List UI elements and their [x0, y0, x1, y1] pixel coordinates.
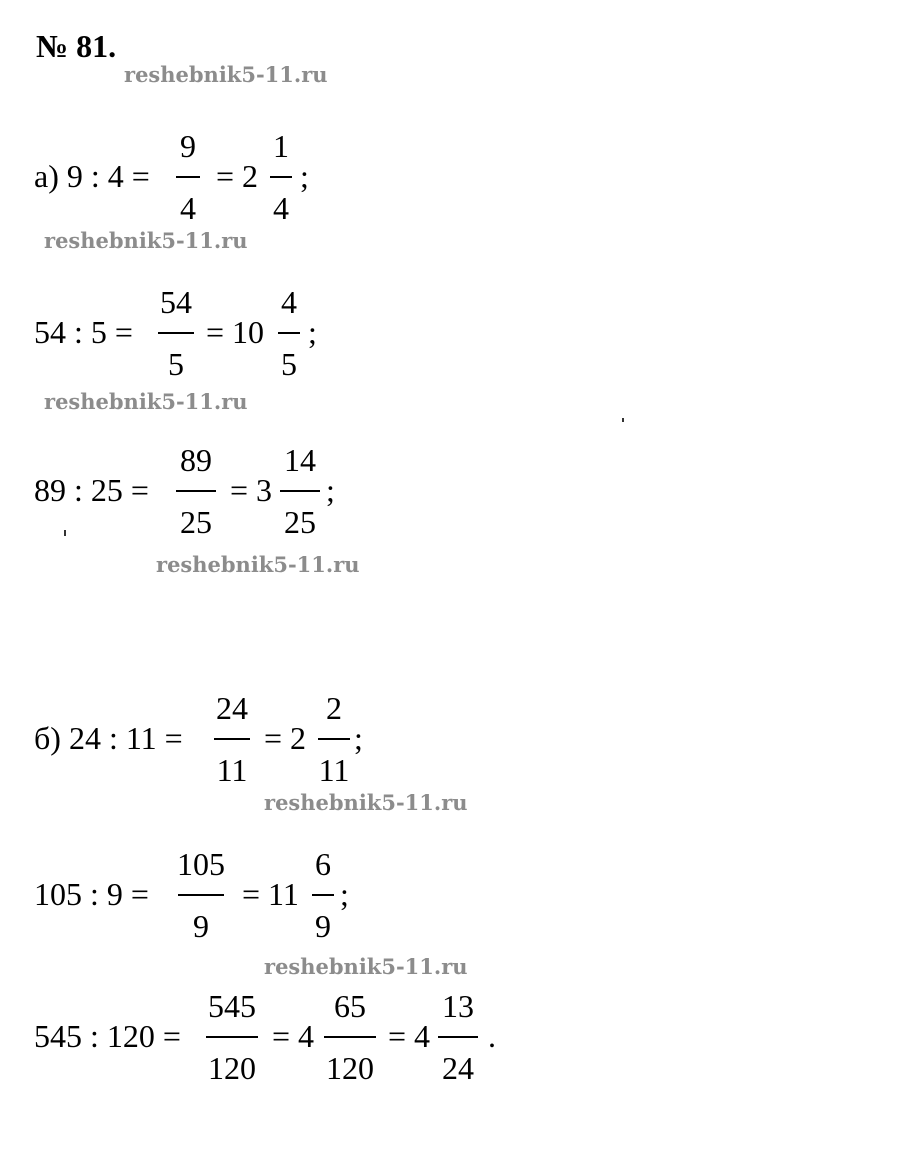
fraction-bar: [178, 894, 224, 896]
fraction-numerator: 1: [273, 128, 289, 164]
semicolon: ;: [308, 314, 317, 350]
equation-left: б) 24 : 11 =: [34, 720, 183, 756]
fraction-bar: [438, 1036, 478, 1038]
fraction-denominator: 9: [193, 908, 209, 944]
fraction-numerator: 65: [334, 988, 366, 1024]
fraction-bar: [318, 738, 350, 740]
fraction-numerator: 13: [442, 988, 474, 1024]
scan-speck: [64, 530, 66, 536]
scan-speck: [622, 418, 624, 422]
fraction-numerator: 9: [180, 128, 196, 164]
fraction-denominator: 5: [281, 346, 297, 382]
fraction-bar: [176, 176, 200, 178]
watermark: reshebnik5-11.ru: [44, 228, 248, 253]
fraction-denominator: 120: [326, 1050, 374, 1086]
semicolon: ;: [326, 472, 335, 508]
equation-left: 89 : 25 =: [34, 472, 149, 508]
fraction-bar: [206, 1036, 258, 1038]
fraction-denominator: 4: [273, 190, 289, 226]
fraction-denominator: 11: [216, 752, 248, 788]
fraction-numerator: 4: [281, 284, 297, 320]
fraction-bar: [270, 176, 292, 178]
fraction-denominator: 4: [180, 190, 196, 226]
fraction-denominator: 11: [318, 752, 350, 788]
problem-title: № 81.: [36, 28, 117, 64]
fraction-numerator: 6: [315, 846, 331, 882]
fraction-denominator: 120: [208, 1050, 256, 1086]
semicolon: ;: [354, 720, 363, 756]
equals-whole: = 3: [230, 472, 273, 508]
fraction-numerator: 14: [284, 442, 316, 478]
fraction-numerator: 545: [208, 988, 256, 1024]
watermark: reshebnik5-11.ru: [264, 954, 468, 979]
fraction-denominator: 24: [442, 1050, 474, 1086]
semicolon: ;: [340, 876, 349, 912]
fraction-bar: [280, 490, 320, 492]
fraction-denominator: 5: [168, 346, 184, 382]
semicolon: ;: [300, 158, 309, 194]
fraction-bar: [324, 1036, 376, 1038]
period: .: [488, 1018, 496, 1054]
watermark: reshebnik5-11.ru: [156, 552, 360, 577]
watermark: reshebnik5-11.ru: [264, 790, 468, 815]
fraction-denominator: 9: [315, 908, 331, 944]
fraction-numerator: 54: [160, 284, 192, 320]
fraction-bar: [214, 738, 250, 740]
equation-left: 105 : 9 =: [34, 876, 149, 912]
watermark: reshebnik5-11.ru: [124, 62, 328, 87]
watermark: reshebnik5-11.ru: [44, 389, 248, 414]
equals-whole: = 2: [216, 158, 259, 194]
equals-whole: = 2: [264, 720, 307, 756]
equation-left: а) 9 : 4 =: [34, 158, 150, 194]
fraction-bar: [278, 332, 300, 334]
fraction-denominator: 25: [284, 504, 316, 540]
equals-whole: = 4: [272, 1018, 315, 1054]
equation-left: 54 : 5 =: [34, 314, 133, 350]
fraction-numerator: 89: [180, 442, 212, 478]
equals-whole: = 11: [242, 876, 299, 912]
fraction-bar: [312, 894, 334, 896]
equals-whole: = 10: [206, 314, 265, 350]
equals-whole: = 4: [388, 1018, 431, 1054]
fraction-numerator: 2: [326, 690, 342, 726]
fraction-numerator: 24: [216, 690, 248, 726]
fraction-numerator: 105: [177, 846, 225, 882]
fraction-bar: [158, 332, 194, 334]
equation-left: 545 : 120 =: [34, 1018, 181, 1054]
fraction-bar: [176, 490, 216, 492]
fraction-denominator: 25: [180, 504, 212, 540]
